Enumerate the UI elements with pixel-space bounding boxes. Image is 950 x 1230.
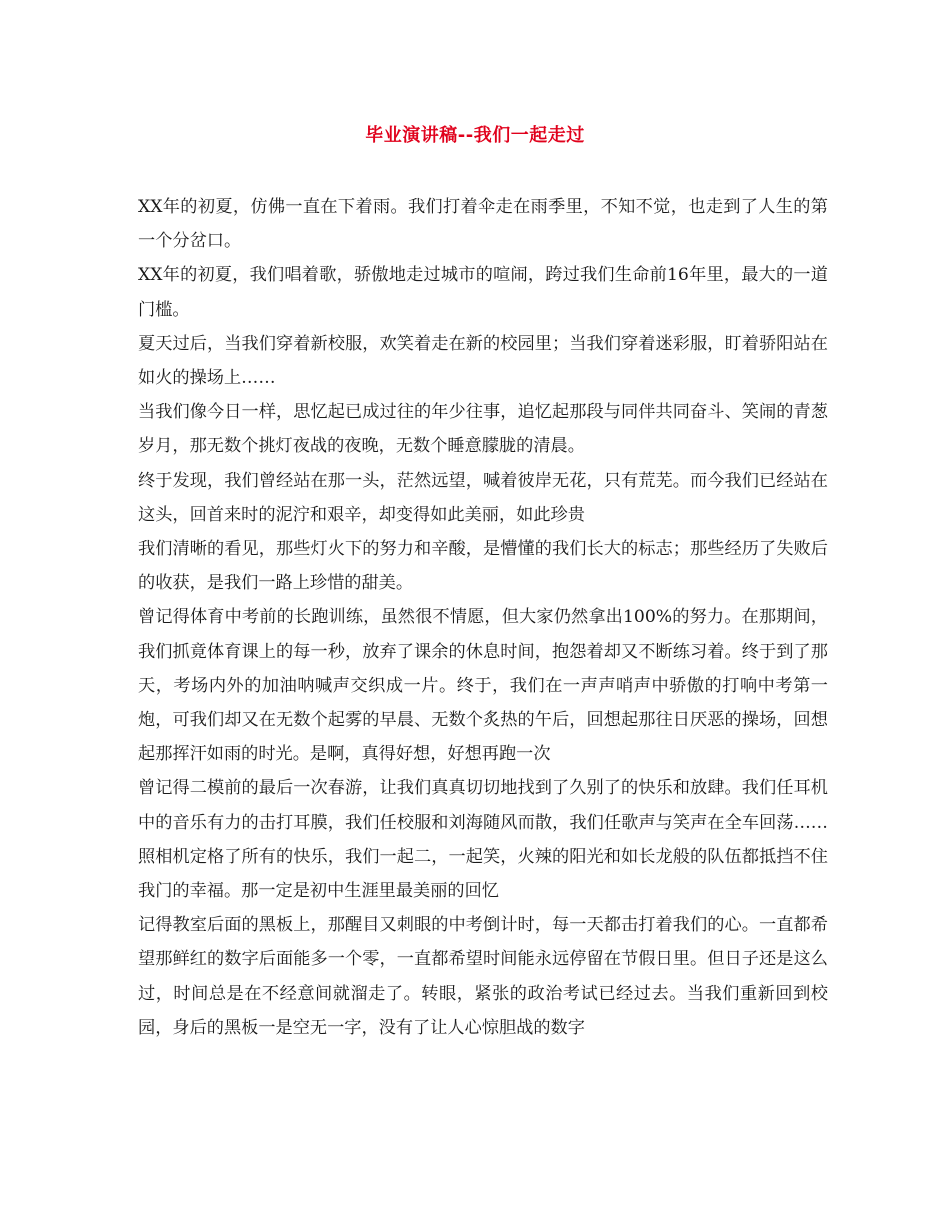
paragraph: 夏天过后，当我们穿着新校服，欢笑着走在新的校园里；当我们穿着迷彩服，盯着骄阳站在如火的操场上…… [138, 333, 828, 389]
paragraph: 曾记得二模前的最后一次春游，让我们真真切切地找到了久别了的快乐和放肆。我们任耳机中的音乐有力的击打耳膜，我们任校服和刘海随风而散，我们任歌声与笑声在全车回荡……照相机定格了所有的快乐，我们一起二，一起笑，火辣的阳光和如长龙般的队伍都抵挡不住我门的幸福。那一定是初中生涯里最美丽的回忆 [138, 778, 828, 902]
paragraph: 我们清晰的看见，那些灯火下的努力和辛酸，是懵懂的我们长大的标志；那些经历了失败后的收获，是我们一路上珍惜的甜美。 [138, 539, 828, 594]
paragraph: 当我们像今日一样，思忆起已成过往的年少往事，追忆起那段与同伴共同奋斗、笑闹的青葱岁月，那无数个挑灯夜战的夜晚，无数个睡意朦胧的清晨。 [138, 402, 828, 457]
paragraph: XX年的初夏，我们唱着歌，骄傲地走过城市的喧闹，跨过我们生命前16年里，最大的一道门槛。 [138, 265, 828, 320]
document-body [138, 190, 828, 1045]
paragraph: 曾记得体育中考前的长跑训练，虽然很不情愿，但大家仍然拿出100%的努力。在那期间，我们抓竟体育课上的每一秒，放弃了课余的休息时间，抱怨着却又不断练习着。终于到了那天，考场内外的加油呐喊声交织成一片。终于，我们在一声声哨声中骄傲的打响中考第一炮，可我们却又在无数个起雾的早晨、无数个炙热的午后，回想起那往日厌恶的操场，回想起那挥汗如雨的时光。是啊，真得好想，好想再跑一次 [138, 607, 828, 765]
paragraph: 终于发现，我们曾经站在那一头，茫然远望，喊着彼岸无花，只有荒芜。而今我们已经站在这头，回首来时的泥泞和艰辛，却变得如此美丽，如此珍贵 [138, 470, 828, 525]
paragraph: XX年的初夏，仿佛一直在下着雨。我们打着伞走在雨季里，不知不觉，也走到了人生的第一个分岔口。 [138, 197, 828, 252]
document-title: 毕业演讲稿--我们一起走过 [365, 125, 585, 146]
paragraph: 记得教室后面的黑板上，那醒目又刺眼的中考倒计时，每一天都击打着我们的心。一直都希望那鲜红的数字后面能多一个零，一直都希望时间能永远停留在节假日里。但日子还是这么过，时间总是在不经意间就溜走了。转眼，紧张的政治考试已经过去。当我们重新回到校园，身后的黑板一是空无一字，没有了让人心惊胆战的数字 [138, 915, 828, 1038]
